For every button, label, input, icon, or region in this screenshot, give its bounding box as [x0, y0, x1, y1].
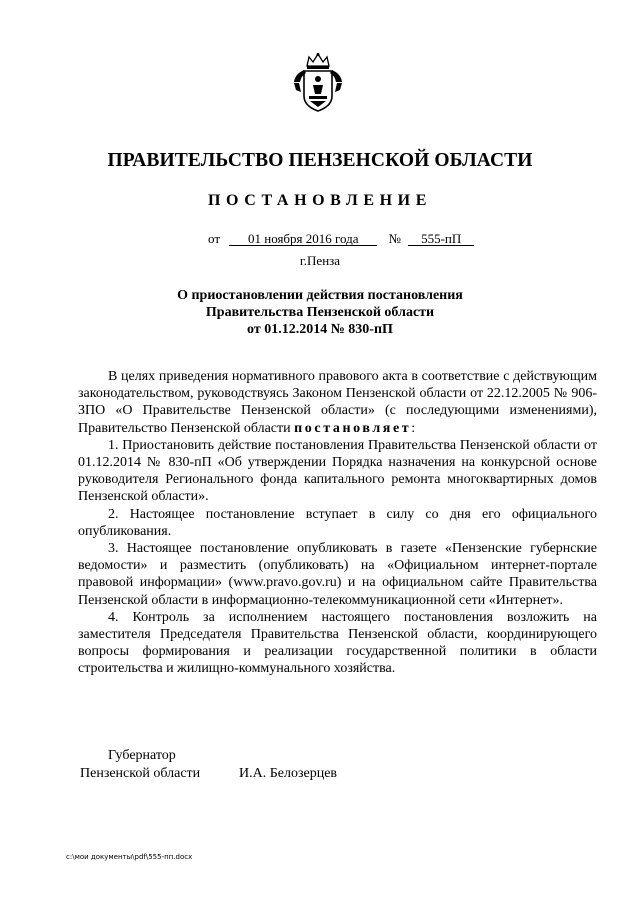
- document-date: 01 ноября 2016 года: [229, 232, 377, 246]
- item-2: 2. Настоящее постановление вступает в силу со дня его официального опубликования.: [78, 506, 597, 539]
- signatory-position-line-1: Губернатор: [108, 748, 176, 763]
- document-type: ПОСТАНОВЛЕНИЕ: [208, 192, 432, 209]
- signatory-name: И.А. Белозерцев: [239, 766, 338, 781]
- city: г.Пенза: [299, 253, 341, 268]
- document-body: [78, 368, 597, 678]
- title-line-3: от 01.12.2014 № 830-пП: [247, 322, 393, 337]
- document-number: 555-пП: [408, 232, 474, 246]
- date-number-line: [208, 231, 474, 247]
- resolves-colon: :: [411, 420, 416, 436]
- organization-title: ПРАВИТЕЛЬСТВО ПЕНЗЕНСКОЙ ОБЛАСТИ: [107, 150, 533, 171]
- title-line-1: О приостановлении действия постановления: [177, 288, 463, 303]
- item-3: 3. Настоящее постановление опубликовать в газете «Пензенские губернские ведомости» и разместить (опубликовать) на «Официальном интернет-портале правовой информации» (www.pravo.gov.ru) и на официальном сайте Правительства Пензенской области в информационно-телекоммуникационной сети «Интернет».: [78, 541, 597, 608]
- file-path-footer: c:\мои документы\pdf\555-пп.docx: [66, 853, 193, 861]
- coat-of-arms-icon: [291, 52, 345, 114]
- preamble-paragraph: [78, 368, 597, 437]
- item-1: 1. Приостановить действие постановления Правительства Пензенской области от 01.12.2014 № 830-пП «Об утверждении Порядка назначения на конкурсной основе руководителя Регионального фонда капитального ремонта многоквартирных домов Пензенской области».: [78, 437, 597, 505]
- resolves-word: постановляет: [294, 420, 412, 436]
- title-line-2: Правительства Пензенской области: [205, 305, 435, 320]
- preamble-text: В целях приведения нормативного правового акта в соответствие с действующим законодательством, руководствуясь Законом Пензенской области от 22.12.2005 № 906-ЗПО «О Правительстве Пензенской области» (с последующими изменениями), Правительство Пензенской области: [78, 369, 597, 436]
- signatory-position-line-2: Пензенской области: [80, 766, 201, 781]
- document-title: [0, 287, 640, 338]
- item-4: 4. Контроль за исполнением настоящего постановления возложить на заместителя Председателя Правительства Пензенской области, координирующего вопросы формирования и реализации государственной политики в области строительства и жилищно-коммунального хозяйства.: [78, 609, 597, 677]
- number-label: №: [388, 231, 401, 246]
- date-from-label: от: [208, 231, 221, 246]
